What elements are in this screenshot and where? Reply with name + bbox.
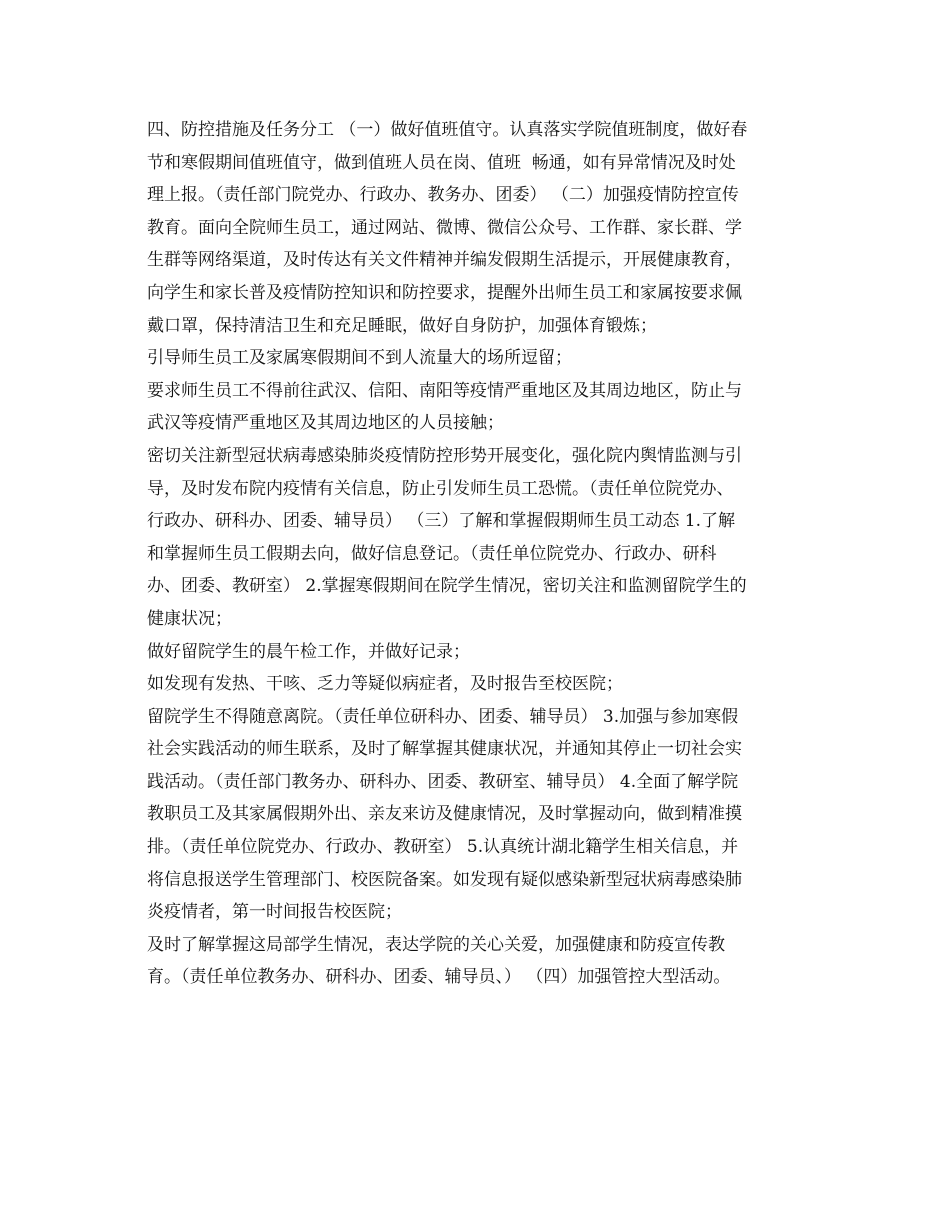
text-line: 要求师生员工不得前往武汉、信阳、南阳等疫情严重地区及其周边地区，防止与 bbox=[147, 380, 742, 401]
text-line: 教育。面向全院师生员工，通过网站、微博、微信公众号、工作群、家长群、学 bbox=[147, 217, 742, 238]
text-line: 向学生和家长普及疫情防控知识和防控要求，提醒外出师生员工和家属按要求佩 bbox=[147, 282, 742, 303]
text-line: 和掌握师生员工假期去向，做好信息登记。（责任单位院党办、行政办、研科 bbox=[147, 543, 717, 564]
text-line: 引导师生员工及家属寒假期间不到人流量大的场所逗留； bbox=[147, 348, 572, 369]
text-line: 如发现有发热、干咳、乏力等疑似病症者，及时报告至校医院； bbox=[147, 674, 623, 695]
text-line: 炎疫情者，第一时间报告校医院； bbox=[147, 902, 402, 923]
text-line: 留院学生不得随意离院。（责任单位研科办、团委、辅导员） 3.加强与参加寒假 bbox=[147, 706, 739, 727]
text-line: 理上报。（责任部门院党办、行政办、教务办、团委） （二）加强疫情防控宣传 bbox=[147, 185, 739, 206]
text-line: 导，及时发布院内疫情有关信息，防止引发师生员工恐慌。（责任单位院党办、 bbox=[147, 478, 734, 499]
text-line: 育。（责任单位教务办、研科办、团委、辅导员、） （四）加强管控大型活动。 bbox=[147, 967, 731, 988]
text-line: 行政办、研科办、团委、辅导员） （三）了解和掌握假期师生员工动态 1.了解 bbox=[147, 511, 736, 532]
text-line: 及时了解掌握这局部学生情况，表达学院的关心关爱，加强健康和防疫宣传教 bbox=[147, 934, 725, 955]
document-body bbox=[147, 114, 811, 994]
text-line: 密切关注新型冠状病毒感染肺炎疫情防控形势开展变化，强化院内舆情监测与引 bbox=[147, 445, 742, 466]
text-line: 节和寒假期间值班值守，做到值班人员在岗、值班 畅通，如有异常情况及时处 bbox=[147, 152, 736, 173]
text-line: 做好留院学生的晨午检工作，并做好记录； bbox=[147, 641, 470, 662]
text-line: 排。（责任单位院党办、行政办、教研室） 5.认真统计湖北籍学生相关信息，并 bbox=[147, 837, 739, 858]
text-line: 社会实践活动的师生联系，及时了解掌握其健康状况，并通知其停止一切社会实 bbox=[147, 739, 742, 760]
text-line: 健康状况； bbox=[147, 608, 232, 629]
text-line: 四、防控措施及任务分工 （一）做好值班值守。认真落实学院值班制度，做好春 bbox=[147, 120, 748, 140]
text-line: 将信息报送学生管理部门、校医院备案。如发现有疑似感染新型冠状病毒感染肺 bbox=[147, 869, 742, 890]
text-line: 办、团委、教研室） 2.掌握寒假期间在院学生情况，密切关注和监测留院学生的 bbox=[147, 576, 747, 597]
text-line: 戴口罩，保持清洁卫生和充足睡眠，做好自身防护，加强体育锻炼； bbox=[147, 315, 657, 336]
text-line: 生群等网络渠道，及时传达有关文件精神并编发假期生活提示，开展健康教育， bbox=[147, 250, 742, 271]
text-line: 教职员工及其家属假期外出、亲友来访及健康情况，及时掌握动向，做到精准摸 bbox=[147, 804, 742, 825]
text-line: 践活动。（责任部门教务办、研科办、团委、教研室、辅导员） 4.全面了解学院 bbox=[147, 771, 739, 792]
text-line: 武汉等疫情严重地区及其周边地区的人员接触； bbox=[147, 413, 504, 434]
